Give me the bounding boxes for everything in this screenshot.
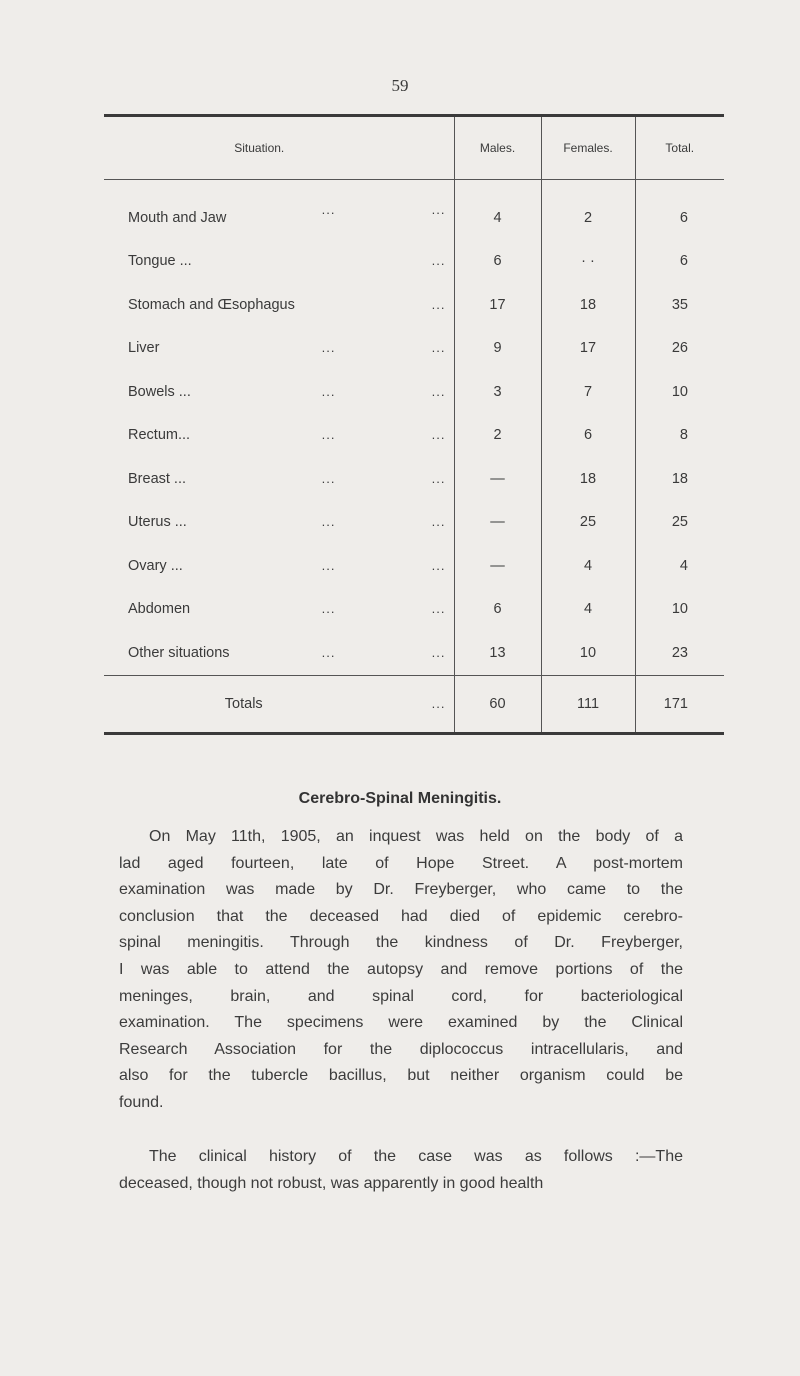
leader-dots: ... (431, 470, 446, 486)
leader-dots: ... (321, 601, 336, 616)
females-cell: 7 (541, 370, 635, 414)
paragraph-2 (119, 1144, 683, 1197)
males-cell: 13 (454, 631, 541, 675)
table-row (104, 370, 724, 414)
total-cell: 18 (635, 457, 724, 501)
leader-dots: ... (321, 644, 336, 660)
situation-cell (104, 544, 454, 588)
situation-label: Ovary ... (128, 557, 183, 574)
leader-dots: ... (321, 427, 336, 442)
males-cell: 6 (454, 240, 541, 284)
page-number: 59 (391, 76, 409, 95)
situation-cell (104, 588, 454, 632)
leader-dots: ... (321, 470, 336, 486)
leader-dots: ... (321, 557, 336, 573)
text-line: I was able to attend the autopsy and remove portions of the (119, 960, 683, 978)
table-row (104, 327, 724, 371)
situation-label: Other situations (128, 644, 230, 661)
total-cell: 26 (635, 327, 724, 371)
header-females: Females. (541, 117, 635, 180)
situation-label: Breast ... (128, 470, 187, 487)
males-cell: 9 (454, 327, 541, 371)
leader-dots: ... (431, 427, 446, 442)
males-cell: — (454, 544, 541, 588)
text-line: deceased, though not robust, was apparently in good health (119, 1174, 544, 1192)
males-cell: — (454, 501, 541, 545)
situation-cell (104, 240, 454, 284)
males-cell: 2 (454, 414, 541, 458)
leader-dots: ... (321, 514, 336, 529)
leader-dots: ... (431, 514, 446, 529)
leader-dots: ... (431, 695, 446, 711)
total-cell: 6 (635, 180, 724, 240)
leader-dots: ... (321, 383, 336, 399)
total-cell: 35 (635, 283, 724, 327)
totals-males: 60 (454, 675, 541, 732)
text-line: The clinical history of the case was as follows :—The (149, 1148, 683, 1165)
situation-cell (104, 457, 454, 501)
females-cell: 18 (541, 457, 635, 501)
table-row (104, 180, 724, 240)
totals-total: 171 (635, 675, 724, 732)
paragraph-1 (119, 824, 683, 1117)
section-heading: Cerebro-Spinal Meningitis. (298, 790, 502, 807)
females-cell: · · (541, 240, 635, 284)
total-cell: 10 (635, 370, 724, 414)
situation-cell (104, 283, 454, 327)
situation-cell (104, 414, 454, 458)
leader-dots: ... (431, 340, 446, 355)
totals-females: 111 (541, 675, 635, 732)
totals-label-cell (104, 675, 454, 732)
table-header-row (104, 117, 724, 180)
table-row (104, 588, 724, 632)
table-row (104, 283, 724, 327)
females-cell: 4 (541, 544, 635, 588)
total-cell: 23 (635, 631, 724, 675)
text-line: conclusion that the deceased had died of epidemic cerebro- (119, 907, 683, 925)
leader-dots: ... (431, 644, 446, 660)
situation-cell (104, 370, 454, 414)
text-line: lad aged fourteen, late of Hope Street. A post-mortem (119, 854, 683, 872)
total-cell: 10 (635, 588, 724, 632)
males-cell: 6 (454, 588, 541, 632)
total-cell: 25 (635, 501, 724, 545)
table-row (104, 457, 724, 501)
situation-label: Rectum... (128, 427, 191, 444)
table-row (104, 544, 724, 588)
females-cell: 6 (541, 414, 635, 458)
situation-label: Mouth and Jaw (128, 209, 227, 226)
females-cell: 17 (541, 327, 635, 371)
leader-dots: ... (431, 383, 446, 399)
text-line: On May 11th, 1905, an inquest was held on the body of a (149, 828, 683, 845)
situation-label: Liver (128, 340, 160, 357)
text-line: meninges, brain, and spinal cord, for bacteriological (119, 987, 683, 1005)
text-line: examination was made by Dr. Freyberger, who came to the (119, 881, 683, 899)
text-line: examination. The specimens were examined by the Clinical (119, 1014, 683, 1032)
males-cell: 17 (454, 283, 541, 327)
table-row (104, 240, 724, 284)
table-row (104, 631, 724, 675)
leader-dots: ... (431, 601, 446, 616)
situation-label: Uterus ... (128, 514, 187, 531)
situation-label: Abdomen (128, 601, 191, 618)
situation-cell (104, 631, 454, 675)
text-line: spinal meningitis. Through the kindness of Dr. Freyberger, (119, 934, 683, 952)
situation-label: Tongue ... (128, 253, 192, 270)
females-cell: 10 (541, 631, 635, 675)
females-cell: 2 (541, 180, 635, 240)
totals-label: Totals (224, 695, 263, 712)
situation-cell (104, 180, 454, 240)
females-cell: 25 (541, 501, 635, 545)
header-situation: Situation. (104, 117, 454, 180)
total-cell: 4 (635, 544, 724, 588)
situation-cell (104, 501, 454, 545)
text-line: also for the tubercle bacillus, but neither organism could be (119, 1067, 683, 1085)
totals-row (104, 675, 724, 732)
table-row (104, 414, 724, 458)
males-cell: 4 (454, 180, 541, 240)
total-cell: 8 (635, 414, 724, 458)
leader-dots: ... (431, 557, 446, 573)
leader-dots: ... (431, 253, 446, 268)
females-cell: 4 (541, 588, 635, 632)
females-cell: 18 (541, 283, 635, 327)
leader-dots: ... (321, 201, 336, 217)
leader-dots: ... (321, 340, 336, 355)
leader-dots: ... (431, 296, 446, 312)
header-total: Total. (635, 117, 724, 180)
situation-label: Bowels ... (128, 383, 191, 400)
text-line: Research Association for the diplococcus intracellularis, and (119, 1040, 683, 1058)
table-row (104, 501, 724, 545)
text-line: found. (119, 1093, 164, 1111)
table-bottom-rule (104, 732, 724, 735)
males-cell: 3 (454, 370, 541, 414)
situation-cell (104, 327, 454, 371)
total-cell: 6 (635, 240, 724, 284)
leader-dots: ... (431, 201, 446, 217)
header-males: Males. (454, 117, 541, 180)
males-cell: — (454, 457, 541, 501)
cancer-situation-table (104, 114, 724, 735)
situation-label: Stomach and Œsophagus (128, 296, 295, 313)
